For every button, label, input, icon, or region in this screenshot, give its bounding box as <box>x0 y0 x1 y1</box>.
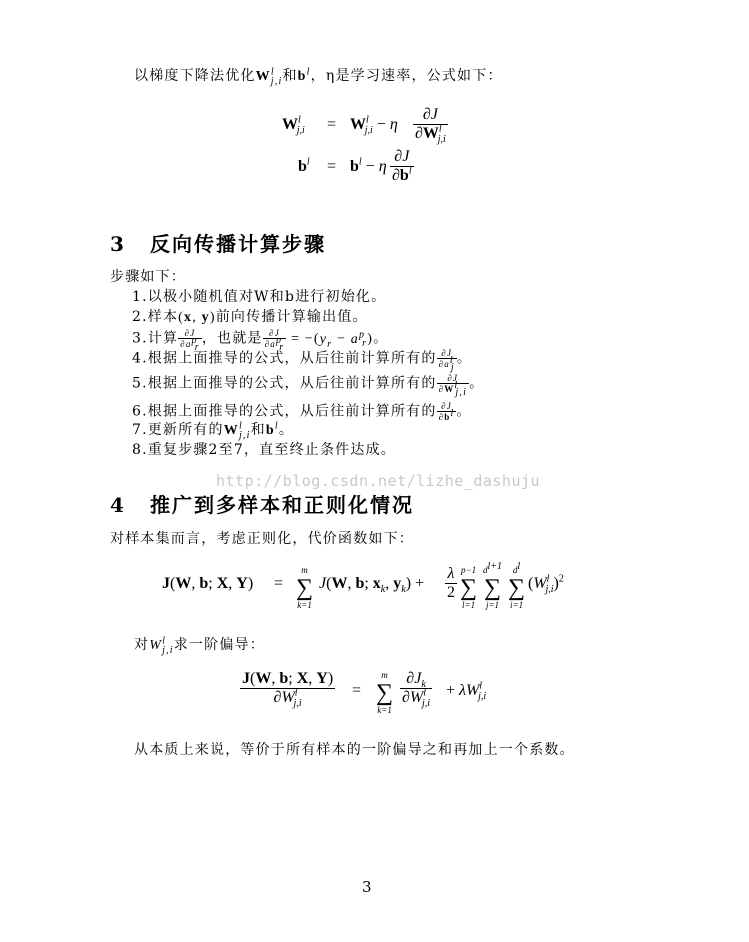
section-number: 4 <box>110 493 126 517</box>
intro-text: 以梯度下降法优化 <box>134 68 256 84</box>
page-number: 3 <box>362 878 372 896</box>
intro-text-2: ，η是学习速率，公式如下： <box>310 68 503 84</box>
intro-paragraph: 以梯度下降法优化$W^l_{j,i}$和$b^l$，η是学习速率，公式如下： <box>134 66 503 87</box>
step-4: 4.根据上面推导的公式，从后往前计算所有的 $\frac{\partial J}{\partial a^l_j}$ 。 <box>132 348 473 373</box>
step-1: 1.以极小随机值对W和b进行初始化。 <box>132 289 387 305</box>
gradient-equation: J(W, b; X, Y) $\partial W^l_{j,i}$ = m ∑ k=1 $\partial J_k$ $\partial W^l_{j,i}$ + $\lambda W^l_{j,i}$ <box>242 670 487 715</box>
step-7: 7.更新所有的$W^l_{j,i}$和$b^l$。 <box>132 420 295 441</box>
conclusion-paragraph: 从本质上来说，等价于所有样本的一阶偏导之和再加上一个系数。 <box>134 742 575 758</box>
section-4-heading <box>110 489 414 518</box>
steps-intro: 步骤如下： <box>110 269 186 285</box>
step-3: 3.计算 $\frac{\partial J}{\partial a^p_r}$ ，也就是 $\frac{\partial J}{\partial a^p_r}$ = $-(y_r - a^p_r)$。 <box>132 328 389 353</box>
intro-and: 和 <box>282 68 298 84</box>
section-number: 3 <box>110 232 126 256</box>
step-8: 8.重复步骤2至7，直至终止条件达成。 <box>132 442 396 458</box>
section-3-heading <box>110 228 326 257</box>
step-6: 6.根据上面推导的公式，从后往前计算所有的 $\frac{\partial J}{\partial b^l}$ 。 <box>132 401 472 422</box>
step-2: 2.样本(x, y)前向传播计算输出值。 <box>132 309 368 325</box>
watermark-text: http://blog.csdn.net/lizhe_dashuju <box>216 472 541 490</box>
regularization-intro: 对样本集而言，考虑正则化，代价函数如下： <box>110 531 414 547</box>
section-title: 推广到多样本和正则化情况 <box>150 493 414 517</box>
derivative-intro: 对$W^l_{j,i}$求一阶偏导： <box>134 635 265 656</box>
cost-function-equation: J(W, b; X, Y) = m ∑ k=1 J(W, b; $x_k$, $y_k$) + $\frac{\lambda}{2}$ p−1 ∑ l=1 $d^{l+1}$ ∑ j=1 $d^l$ ∑ i=1 $(W^l_{j,i})^2$ <box>162 561 564 610</box>
step-5: 5.根据上面推导的公式，从后往前计算所有的 $\frac{\partial J}{\partial W^l_{j,i}}$ 。 <box>132 373 485 398</box>
section-title: 反向传播计算步骤 <box>150 232 326 256</box>
weight-update-equation: $W^l_{j,i}$ = $W^l_{j,i} - \eta$ ∂J $\partial W^l_{j,i}$ <box>282 106 446 146</box>
bias-update-equation: $b^l$ = $b^l - \eta$ $\frac{\partial J}{\partial b^l}$ <box>298 148 412 184</box>
